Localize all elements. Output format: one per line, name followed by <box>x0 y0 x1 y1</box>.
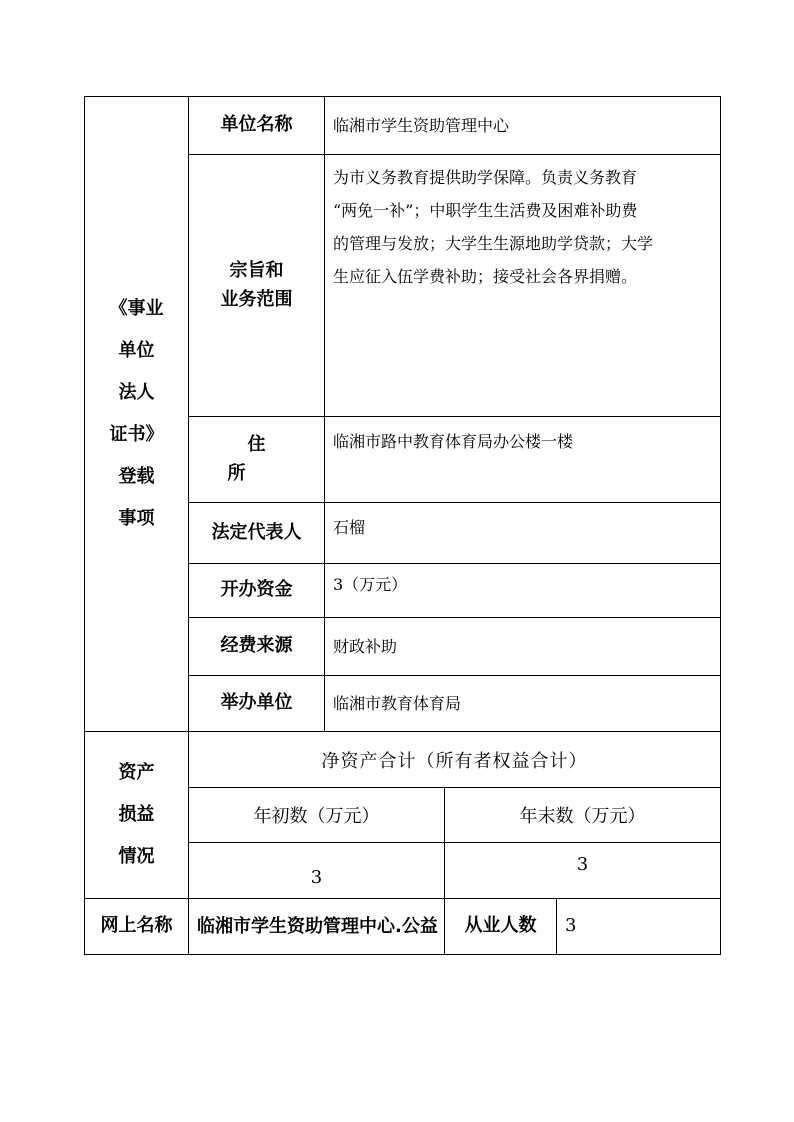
section-label-line: 《事业 <box>109 298 164 319</box>
address-label-text: 住所 <box>227 433 306 484</box>
address-value: 临湘市路中教育体育局办公楼一楼 <box>325 417 721 503</box>
unit-name-label: 单位名称 <box>189 97 325 155</box>
begin-of-year-label: 年初数（万元） <box>189 788 445 843</box>
section-label-line: 事项 <box>118 508 155 529</box>
unit-name-value: 临湘市学生资助管理中心 <box>325 97 721 155</box>
capital-label: 开办资金 <box>189 564 325 618</box>
scope-line: “两免一补”；中职学生生活费及困难补助费 <box>333 201 638 220</box>
section-label-line: 证书》 <box>109 424 164 445</box>
sponsor-value: 临湘市教育体育局 <box>325 676 721 732</box>
scope-line: 生应征入伍学费补助；接受社会各界捐赠。 <box>333 267 638 286</box>
assets-section-label <box>85 732 189 899</box>
net-assets-header: 净资产合计（所有者权益合计） <box>189 732 721 788</box>
scope-line: 为市义务教育提供助学保障。负责义务教育 <box>333 168 638 187</box>
section-label-line: 法人 <box>118 382 155 403</box>
scope-value <box>325 155 721 417</box>
scope-label <box>189 155 325 417</box>
legal-rep-value: 石榴 <box>325 503 721 564</box>
scope-line: 的管理与发放；大学生生源地助学贷款；大学 <box>333 234 654 253</box>
funding-value: 财政补助 <box>325 618 721 676</box>
online-name-value: 临湘市学生资助管理中心.公益 <box>189 899 445 955</box>
scope-label-line: 业务范围 <box>220 288 293 310</box>
capital-value: 3（万元） <box>325 564 721 618</box>
registration-section-label <box>85 97 189 732</box>
address-label <box>189 417 325 503</box>
staff-count-value: 3 <box>557 899 721 955</box>
registration-table <box>84 96 721 955</box>
funding-label: 经费来源 <box>189 618 325 676</box>
legal-rep-label: 法定代表人 <box>189 503 325 564</box>
end-of-year-value: 3 <box>445 843 721 899</box>
begin-of-year-value: 3 <box>189 843 445 899</box>
assets-label-line: 情况 <box>118 846 155 867</box>
online-name-label: 网上名称 <box>85 899 189 955</box>
section-label-line: 登载 <box>118 466 155 487</box>
end-of-year-label: 年末数（万元） <box>445 788 721 843</box>
scope-label-line: 宗旨和 <box>229 259 284 281</box>
assets-label-line: 损益 <box>118 804 155 825</box>
assets-label-line: 资产 <box>118 762 155 783</box>
sponsor-label: 举办单位 <box>189 676 325 732</box>
section-label-line: 单位 <box>118 340 155 361</box>
staff-count-label: 从业人数 <box>445 899 557 955</box>
